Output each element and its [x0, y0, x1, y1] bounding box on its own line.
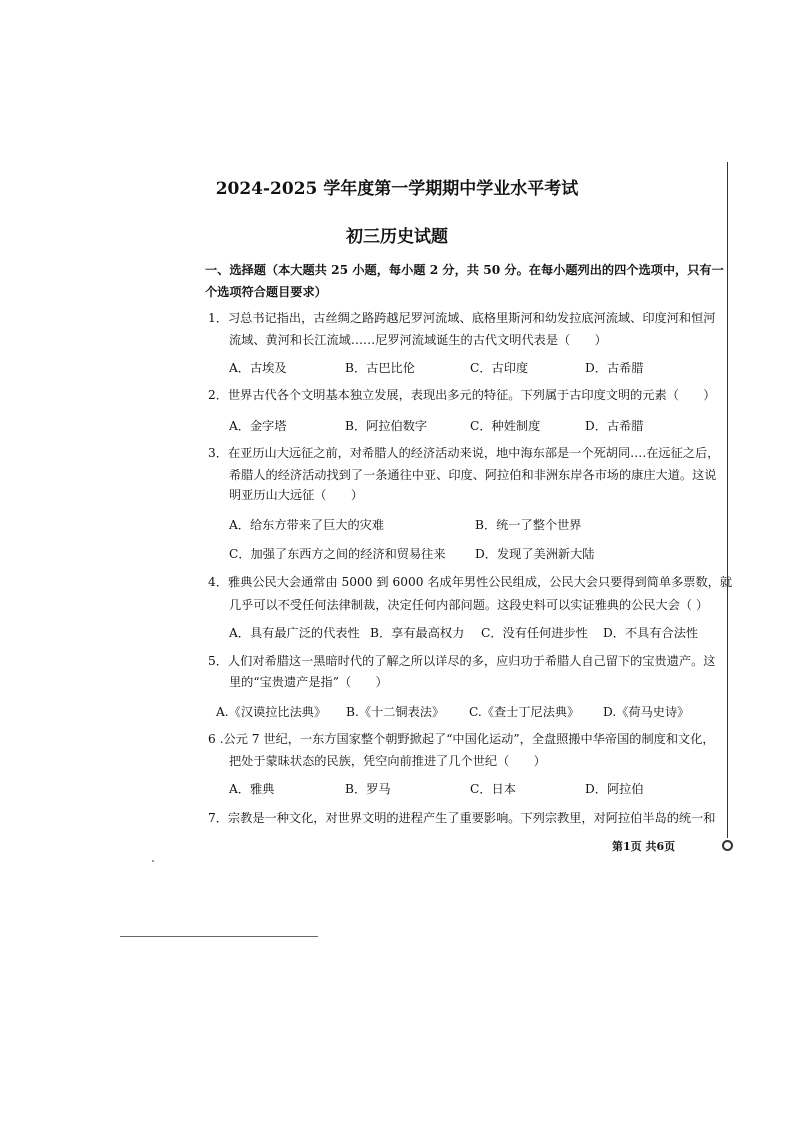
option-b[interactable]: B．古巴比伦 — [345, 361, 415, 375]
option-d[interactable]: D．阿拉伯 — [585, 782, 644, 796]
option-b[interactable]: B．罗马 — [345, 782, 391, 796]
exam-title: 2024-2025 学年度第一学期期中学业水平考试 — [215, 179, 579, 199]
option-a[interactable]: A．雅典 — [229, 782, 275, 796]
question-text-line: 1．习总书记指出，古丝绸之路跨越尼罗河流域、底格里斯河和幼发拉底河流域、印度河和恒河 — [208, 311, 716, 325]
option-b[interactable]: B．阿拉伯数字 — [345, 419, 428, 433]
question-text-line: 2．世界古代各个文明基本独立发展，表现出多元的特征。下列属于古印度文明的元素（ ） — [208, 388, 716, 402]
option-b[interactable]: B．享有最高权力 — [370, 626, 465, 640]
question-text-line: 3．在亚历山大远征之前，对希腊人的经济活动来说，地中海东部是一个死胡同….在远征之后， — [208, 446, 720, 460]
page-number: 第1页 共6页 — [612, 840, 676, 853]
option-c[interactable]: C．古印度 — [470, 361, 529, 375]
question-text-line: 7．宗教是一种文化，对世界文明的进程产生了重要影响。下列宗教里，对阿拉伯半岛的统一和 — [208, 811, 716, 825]
question-text-line: 4．雅典公民大会通常由 5000 到 6000 名成年男性公民组成，公民大会只要得到简单多票数，就 — [208, 575, 733, 589]
question-text-line: 里的“宝贵遗产是指”（ ） — [229, 675, 388, 689]
option-c[interactable]: C.《查士丁尼法典》 — [469, 705, 580, 719]
question-text-line: 把处于蒙昧状态的民族，凭空向前推进了几个世纪（ ） — [229, 754, 546, 768]
scan-speck — [152, 860, 154, 862]
option-c[interactable]: C．日本 — [470, 782, 516, 796]
binding-hole-icon — [722, 840, 733, 851]
option-d[interactable]: D．古希腊 — [585, 361, 644, 375]
question-text-line: 希腊人的经济活动找到了一条通往中亚、印度、阿拉伯和非洲东岸各市场的康庄大道。这说 — [229, 468, 717, 482]
option-d[interactable]: D.《荷马史诗》 — [603, 705, 690, 719]
option-c[interactable]: C．没有任何进步性 — [481, 626, 588, 640]
option-d[interactable]: D．发现了美洲新大陆 — [475, 547, 595, 561]
option-a[interactable]: A．给东方带来了巨大的灾难 — [229, 518, 385, 532]
question-text-line: 流域、黄河和长江流域……尼罗河流域诞生的古代文明代表是（ ） — [229, 333, 607, 347]
option-b[interactable]: B．统一了整个世界 — [475, 518, 582, 532]
footnote-rule — [120, 936, 318, 937]
question-text-line: 几乎可以不受任何法律制裁，决定任何内部问题。这段史料可以实证雅典的公民大会（ ） — [229, 598, 709, 612]
option-c[interactable]: C．加强了东西方之间的经济和贸易往来 — [229, 547, 446, 561]
question-text-line: 明亚历山大远征（ ） — [229, 488, 364, 502]
option-a[interactable]: A．古埃及 — [229, 361, 287, 375]
option-a[interactable]: A.《汉谟拉比法典》 — [216, 705, 327, 719]
binding-margin-line — [727, 162, 728, 838]
option-a[interactable]: A．金字塔 — [229, 419, 287, 433]
section-instructions-line-1: 一、选择题（本大题共 25 小题，每小题 2 分，共 50 分。在每小题列出的四个选项中，只有一 — [205, 263, 724, 277]
option-a[interactable]: A．具有最广泛的代表性 — [229, 626, 360, 640]
question-text-line: 6 .公元 7 世纪，一东方国家整个朝野掀起了“中国化运动”，全盘照搬中华帝国的制度和文化， — [208, 732, 715, 746]
option-d[interactable]: D．古希腊 — [585, 419, 644, 433]
section-instructions-line-2: 个选项符合题目要求） — [205, 285, 327, 299]
option-c[interactable]: C．种姓制度 — [470, 419, 541, 433]
question-text-line: 5．人们对希腊这一黑暗时代的了解之所以详尽的多，应归功于希腊人自己留下的宝贵遗产。这 — [208, 654, 716, 668]
option-d[interactable]: D．不具有合法性 — [603, 626, 699, 640]
option-b[interactable]: B.《十二铜表法》 — [346, 705, 445, 719]
subject-title: 初三历史试题 — [346, 227, 448, 247]
